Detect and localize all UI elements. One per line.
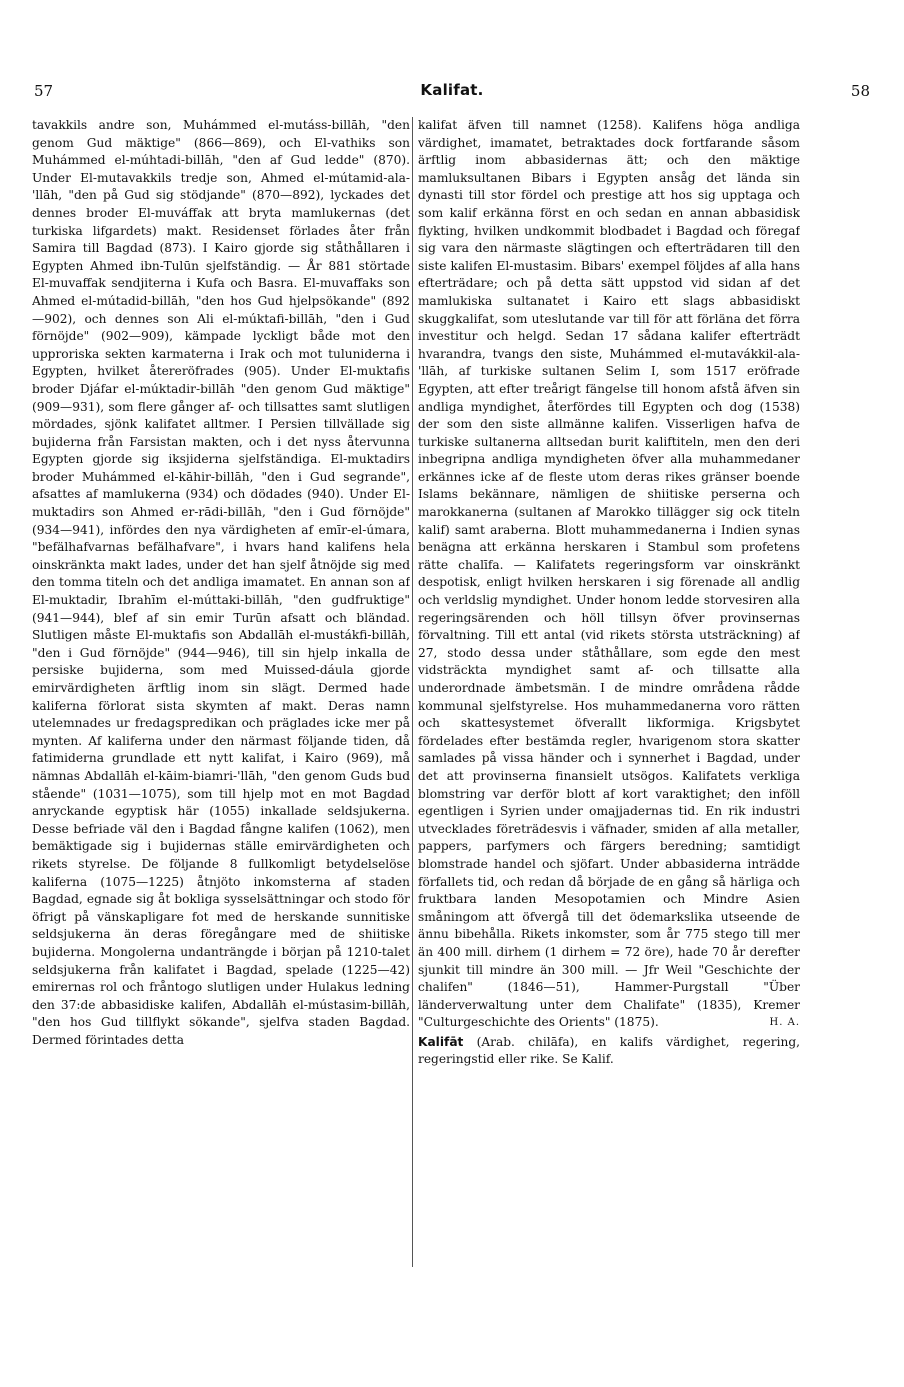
right-column-text: kalifat äfven till namnet (1258). Kalifens höga andliga värdighet, imamatet, betraktades dock fortfarande såsom ärftlig inom abbasidernas ätt; och den mäktige mamluksultanen Bibars i Egypten ansåg det lända sin dynasti till stor fördel och prestige att hos sig upptaga och som kalif erkänna först en och sedan en annan abbasidisk flykting, hvilken undkommit blodbadet i Bagdad och föregaf sig vara den närmaste slägtingen och efterträdaren till den siste kalifen El-mustasim. Bibars' exempel följdes af alla hans efterträdare; och på detta sätt uppstod vid sidan af det mamlukiska sultanatet i Kairo ett slags abbasidiskt skuggkalifat, som uteslutande var till för att förläna det förra investitur och helgd. Sedan 17 sådana kalifer efterträdt hvarandra, tvangs den siste, Muhámmed el-mutavákkil-ala-'llāh, af turkiske sultanen Selim I, som 1517 eröfrade Egypten, att efter treårigt fängelse till honom afstå äfven sin andliga myndighet, återfördes till Egypten och dog (1538) der som den siste allmänne kalifen. Visserligen hafva de turkiske sultanerna alltsedan burit kaliftiteln, men den deri inbegripna andliga myndigheten öfver alla muhammedaner erkännes icke af de fleste utom deras rikes gränser boende Islams bekännare, nämligen de shiitiske perserna och marokkanerna (sultanen af Marokko tillägger sig ock titeln kalif) samt araberna. Blott muhammedanerna i Indien synas benägna att erkänna herskaren i Stambul som profetens rätte chalīfa. — Kalifatets regeringsform var oinskränkt despotisk, enligt hvilken herskaren i sig förenade all andlig och verldslig myndighet. Under honom ledde storvesiren alla regeringsärenden och höll tillsyn öfver provinsernas förvaltning. Till ett antal (vid rikets största utsträckning) af 27, stodo dessa under ståthållare, som egde den mest vidsträckta myndighet samt af- och tillsatte alla underordnade ämbetsmän. I de mindre områdena rådde kommunal sjelfstyrelse. Hos muhammedanerna voro rätten och skattesystemet öfverallt likformiga. Krigsbytet fördelades efter bestämda regler, hvarigenom stora skatter samlades på vissa händer och i synnerhet i Bagdad, under det att provinserna finansielt utsögos. Kalifatets verkliga blomstring var derför blott af kort varaktighet; den inföll egentligen i Syrien under omajjadernas tid. En rik industri utvecklades företrädesvis i väfnader, smiden af alla metaller, pappers, parfymers och färgers beredning; samtidigt blomstrade handel och sjöfart. Under abbasiderna inträdde förfallets tid, och redan då började de en gång så härliga och fruktbara landen Mesopotamien och Mindre Asien småningom att öfvergå till det ödemarkslika utseende de ännu bibehålla. Rikets inkomster, som år 775 stego till mer än 400 mill. dirhem (1 dirhem = 72 öre), hade 70 år derefter sjunkit till mindre än 300 mill. — Jfr Weil "Geschichte der chalifen" (1846—51), Hammer-Purgstall "Über länderverwaltung unter dem Chalifate" (1835), Kremer "Culturgeschichte des Orients" (1875). bbox=[418, 118, 800, 1030]
author-initials: H. A. bbox=[769, 1017, 800, 1029]
running-title: Kalifat. bbox=[420, 81, 484, 99]
right-page-number: 58 bbox=[850, 82, 870, 100]
column-divider bbox=[412, 117, 413, 1267]
entry-headword: Kalifāt bbox=[418, 1034, 464, 1049]
entry-text: (Arab. chilāfa), en kalifs värdighet, regering, regeringstid eller rike. Se Kalif. bbox=[418, 1034, 800, 1067]
dictionary-entry bbox=[418, 1034, 800, 1069]
page-header bbox=[32, 82, 872, 106]
right-column bbox=[418, 117, 800, 1267]
left-column-text: tavakkils andre son, Muhámmed el-mutáss-billāh, "den genom Gud mäktige" (866—869), och El-vathiks son Muhámmed el-múhtadi-billāh, "den af Gud ledde" (870). Under El-mutavakkils tredje son, Ahmed el-mútamid-ala-'llāh, "den på Gud sig stödjande" (870—892), lyckades det dennes broder El-muváffak att bryta mamlukernas (det turkiska lifgardets) makt. Residenset förlades åter från Samira till Bagdad (873). I Kairo gjorde sig ståthållaren i Egypten Ahmed ibn-Tulūn sjelfständig. — År 881 störtade El-muvaffak sendjiterna i Kufa och Basra. El-muvaffaks son Ahmed el-mútadid-billāh, "den hos Gud hjelpsökande" (892—902), och dennes son Ali el-múktafi-billāh, "den i Gud förnöjde" (902—909), kämpade lyckligt både mot den upproriska sekten karmaterna i Irak och mot tuluniderna i Egypten, hvilket återeröfrades (905). Under El-muktafis broder Djáfar el-múktadir-billāh "den genom Gud mäktige" (909—931), som flere gånger af- och tillsattes samt slutligen mördades, sjönk kalifatet alltmer. I Persien tillvällade sig bujiderna från Farsistan makten, och i det nyss återvunna Egypten gjorde sig iksjiderna sjelfständiga. El-muktadirs broder Muhámmed el-kāhir-billāh, "den i Gud segrande", afsattes af mamlukerna (934) och dödades (940). Under El-muktadirs son Ahmed er-rādi-billāh, "den i Gud förnöjde" (934—941), infördes den nya värdigheten af emīr-el-úmara, "befälhafvarnas befälhafvare", i hvars hand kalifens hela oinskränkta makt lades, under det han sjelf åtnöjde sig med den tomma titeln och det andliga imamatet. En annan son af El-muktadir, Ibrahīm el-múttaki-billāh, "den gudfruktige" (941—944), blef af sin emir Turūn afsatt och bländad. Slutligen måste El-muktafis son Abdallāh el-mustákfi-billāh, "den i Gud förnöjde" (944—946), till sin hjelp inkalla de persiske bujiderna, som med Muissed-dáula gjorde emirvärdigheten ärftlig inom sin slägt. Dermed hade kaliferna förlorat sista skymten af makt. Deras namn utelemnades ur fredagspredikan och präglades icke mer på mynten. Af kaliferna under den närmast följande tiden, då fatimiderna grundlade ett nytt kalifat, i Kairo (969), må nämnas Abdallāh el-kāim-biamri-'llāh, "den genom Guds bud stående" (1031—1075), som till hjelp mot en mot Bagdad anryckande egyptisk här (1055) inkallade seldsjukerna. Desse befriade väl den i Bagdad fångne kalifen (1062), men bemäktigade sig i bujidernas ställe emirvärdigheten och rikets styrelse. De följande 8 fullkomligt betydelselöse kaliferna (1075—1225) åtnjöto inkomsterna af staden Bagdad, egnade sig åt bokliga sysselsättningar och stodo för öfrigt på vänskapligare fot med de herskande sunnitiske seldsjukerna än deras föregångare med de shiitiske bujiderna. Mongolerna undanträngde i början på 1210-talet seldsjukerna från kalifatet i Bagdad, spelade (1225—42) emirernas rol och fråntogo slutligen under Hulakus ledning den 37:de abbasidiske kalifen, Abdallāh el-mústasim-billāh, "den hos Gud tillflykt sökande", sjelfva staden Bagdad. Dermed förintades detta bbox=[32, 118, 410, 1047]
left-column bbox=[32, 117, 410, 1267]
article-end bbox=[418, 117, 800, 1032]
left-page-number: 57 bbox=[34, 82, 54, 100]
